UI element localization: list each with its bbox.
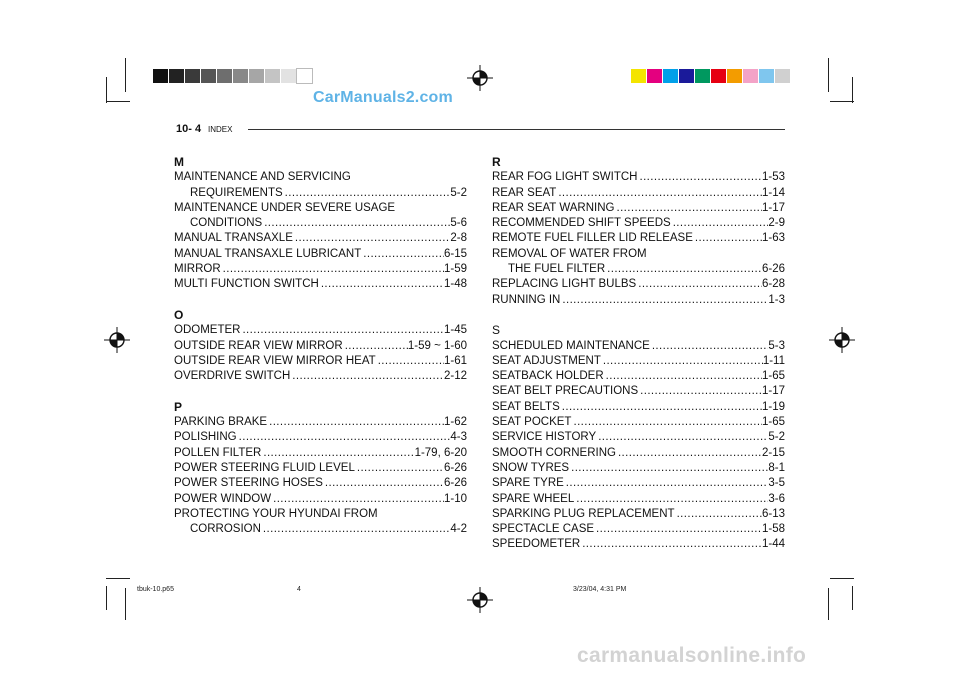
entry-text: POWER STEERING HOSES — [174, 477, 323, 490]
entry-text: REAR SEAT WARNING — [492, 201, 615, 214]
color-swatch — [217, 69, 232, 83]
entry-text: SCHEDULED MAINTENANCE — [492, 339, 650, 352]
entry-page: 5-6 — [450, 217, 467, 230]
index-entry — [492, 446, 785, 461]
index-entry — [492, 201, 785, 216]
entry-page: 1-59 ~ 1-60 — [407, 339, 467, 352]
index-column-right — [492, 155, 785, 553]
entry-page: 5-2 — [450, 186, 467, 199]
entry-page: 1-14 — [761, 186, 785, 199]
entry-text: RECOMMENDED SHIFT SPEEDS — [492, 217, 671, 230]
entry-text: SPECTACLE CASE — [492, 523, 595, 536]
color-swatch — [265, 69, 280, 83]
index-entry — [174, 446, 467, 461]
entry-page: 6-15 — [443, 247, 467, 260]
entry-text: PROTECTING YOUR HYUNDAI FROM — [174, 507, 378, 520]
entry-text: REQUIREMENTS — [190, 186, 283, 199]
entry-text: SERVICE HISTORY — [492, 431, 597, 444]
entry-text: SEAT BELT PRECAUTIONS — [492, 385, 639, 398]
color-swatch — [201, 69, 216, 83]
color-swatch — [281, 69, 296, 83]
entry-text: SEATBACK HOLDER — [492, 370, 604, 383]
entry-text: REMOVAL OF WATER FROM — [492, 247, 647, 260]
entry-page: 2-8 — [450, 232, 467, 245]
index-entry — [492, 369, 785, 384]
index-entry — [174, 216, 467, 231]
entry-page: 3-5 — [768, 477, 785, 490]
entry-page: 1-3 — [768, 293, 785, 306]
index-entry — [174, 277, 467, 292]
entry-page: 1-63 — [761, 232, 785, 245]
color-swatch — [711, 69, 726, 83]
entry-text: SEAT POCKET — [492, 416, 572, 429]
entry-text: MAINTENANCE AND SERVICING — [174, 171, 351, 184]
entry-page: 5-2 — [768, 431, 785, 444]
entry-page: 5-3 — [768, 339, 785, 352]
entry-text: SEAT ADJUSTMENT — [492, 354, 601, 367]
registration-mark-bottom-icon — [467, 587, 493, 613]
index-entry — [492, 247, 785, 262]
index-entry — [492, 186, 785, 201]
index-entry — [492, 277, 785, 292]
index-entry — [174, 262, 467, 277]
entry-page: 1-45 — [443, 324, 467, 337]
entry-page: 1-17 — [761, 201, 785, 214]
index-entry — [492, 339, 785, 354]
entry-text: POLLEN FILTER — [174, 446, 262, 459]
index-entry — [492, 507, 785, 522]
section-label: INDEX — [208, 125, 233, 134]
entry-text: SPARE WHEEL — [492, 492, 575, 505]
entry-page: 1-53 — [761, 171, 785, 184]
entry-page: 1-58 — [761, 523, 785, 536]
index-entry — [174, 201, 467, 216]
index-entry — [492, 216, 785, 231]
entry-text: MANUAL TRANSAXLE LUBRICANT — [174, 247, 362, 260]
entry-text: RUNNING IN — [492, 293, 561, 306]
index-letter-m: M — [174, 155, 184, 169]
entry-page: 6-13 — [761, 507, 785, 520]
index-entry — [492, 430, 785, 445]
index-entry — [492, 461, 785, 476]
index-entry — [174, 369, 467, 384]
color-swatch — [743, 69, 758, 83]
entry-page: 4-2 — [450, 523, 467, 536]
index-entry — [174, 323, 467, 338]
color-swatch — [297, 69, 312, 83]
index-entry — [492, 522, 785, 537]
entry-page: 1-48 — [443, 278, 467, 291]
entry-page: 6-26 — [761, 263, 785, 276]
watermark-top-link[interactable]: CarManuals2.com — [313, 89, 453, 106]
color-swatch — [775, 69, 790, 83]
color-swatch — [249, 69, 264, 83]
entry-text: SNOW TYRES — [492, 461, 570, 474]
index-letter-p: P — [174, 399, 183, 414]
index-entry — [492, 400, 785, 415]
page-number: 10- 4 — [176, 123, 202, 135]
index-entry — [492, 492, 785, 507]
entry-text: THE FUEL FILTER — [508, 263, 606, 276]
entry-text: MAINTENANCE UNDER SEVERE USAGE — [174, 201, 396, 214]
index-entry — [174, 354, 467, 369]
entry-page: 1-19 — [761, 400, 785, 413]
entry-text: REPLACING LIGHT BULBS — [492, 278, 637, 291]
index-letter-r: R — [492, 155, 501, 169]
index-entry — [492, 354, 785, 369]
index-entry — [174, 170, 467, 185]
entry-page: 1-10 — [443, 492, 467, 505]
entry-text: SMOOTH CORNERING — [492, 446, 616, 459]
index-entry — [174, 339, 467, 354]
entry-page: 2-9 — [768, 217, 785, 230]
entry-text: SPARE TYRE — [492, 477, 564, 490]
entry-text: OUTSIDE REAR VIEW MIRROR — [174, 339, 343, 352]
index-entry — [492, 231, 785, 246]
entry-text: SPARKING PLUG REPLACEMENT — [492, 507, 675, 520]
entry-page: 6-26 — [443, 477, 467, 490]
entry-page: 1-65 — [761, 416, 785, 429]
entry-text: MULTI FUNCTION SWITCH — [174, 278, 319, 291]
entry-text: REAR FOG LIGHT SWITCH — [492, 171, 638, 184]
header-rule — [248, 129, 785, 130]
index-column-left — [174, 155, 467, 537]
index-entry — [174, 492, 467, 507]
color-swatch — [233, 69, 248, 83]
entry-page: 3-6 — [768, 492, 785, 505]
entry-page: 1-17 — [761, 385, 785, 398]
color-swatch — [727, 69, 742, 83]
index-entry — [174, 231, 467, 246]
color-swatch — [185, 69, 200, 83]
color-swatch — [663, 69, 678, 83]
index-entry — [174, 186, 467, 201]
index-entry — [492, 170, 785, 185]
footer-page-number: 4 — [297, 586, 301, 593]
index-entry — [174, 476, 467, 491]
index-entry — [492, 384, 785, 399]
color-swatch — [169, 69, 184, 83]
entry-text: SEAT BELTS — [492, 400, 560, 413]
entry-text: MIRROR — [174, 263, 221, 276]
index-entry — [492, 476, 785, 491]
index-entry — [492, 537, 785, 552]
entry-text: POWER WINDOW — [174, 492, 272, 505]
footer-timestamp: 3/23/04, 4:31 PM — [573, 586, 627, 593]
index-entry — [174, 415, 467, 430]
entry-page: 2-12 — [443, 370, 467, 383]
entry-page: 1-44 — [761, 538, 785, 551]
entry-text: MANUAL TRANSAXLE — [174, 232, 293, 245]
entry-page: 1-61 — [443, 354, 467, 367]
index-entry — [174, 461, 467, 476]
entry-page: 4-3 — [450, 431, 467, 444]
color-swatch — [695, 69, 710, 83]
index-entry — [174, 507, 467, 522]
entry-page: 1-65 — [761, 370, 785, 383]
index-entry — [174, 522, 467, 537]
entry-text: PARKING BRAKE — [174, 416, 268, 429]
color-swatch — [647, 69, 662, 83]
registration-mark-left-icon — [104, 327, 130, 353]
index-entry — [492, 262, 785, 277]
footer-file-name: tbuk-10.p65 — [137, 586, 174, 593]
index-entry — [492, 415, 785, 430]
entry-page: 1-11 — [762, 354, 785, 367]
entry-page: 8-1 — [768, 461, 785, 474]
entry-page: 1-79, 6-20 — [414, 446, 467, 459]
entry-page: 6-26 — [443, 461, 467, 474]
index-entry — [492, 293, 785, 308]
entry-page: 1-59 — [443, 263, 467, 276]
entry-text: CORROSION — [190, 523, 261, 536]
entry-text: REMOTE FUEL FILLER LID RELEASE — [492, 232, 693, 245]
index-entry — [174, 430, 467, 445]
watermark-bottom-text: carmanualsonline.info — [577, 644, 807, 667]
color-swatch — [679, 69, 694, 83]
entry-text: SPEEDOMETER — [492, 538, 581, 551]
entry-page: 2-15 — [761, 446, 785, 459]
registration-mark-right-icon — [829, 327, 855, 353]
index-letter-o: O — [174, 307, 184, 322]
color-swatch — [631, 69, 646, 83]
index-letter-s: S — [492, 323, 501, 338]
index-entry — [174, 247, 467, 262]
entry-page: 6-28 — [761, 278, 785, 291]
entry-text: CONDITIONS — [190, 217, 263, 230]
entry-text: OVERDRIVE SWITCH — [174, 370, 291, 383]
color-swatch — [759, 69, 774, 83]
entry-text: POLISHING — [174, 431, 237, 444]
entry-page: 1-62 — [443, 416, 467, 429]
color-swatch — [153, 69, 168, 83]
entry-text: POWER STEERING FLUID LEVEL — [174, 461, 355, 474]
entry-text: REAR SEAT — [492, 186, 557, 199]
registration-mark-top-icon — [467, 65, 493, 91]
entry-text: ODOMETER — [174, 324, 241, 337]
entry-text: OUTSIDE REAR VIEW MIRROR HEAT — [174, 354, 376, 367]
